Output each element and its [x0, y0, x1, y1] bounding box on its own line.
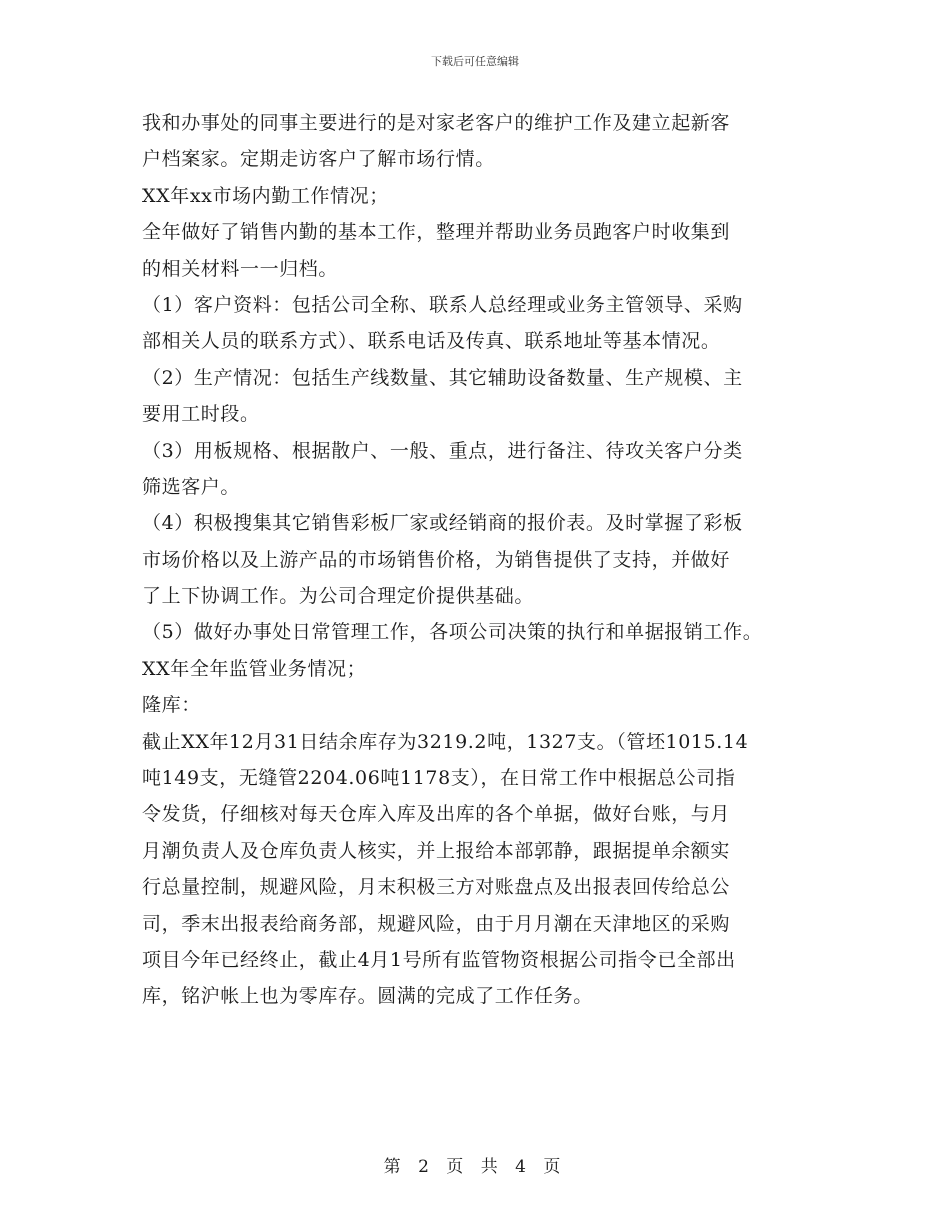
- text-line: 我和办事处的同事主要进行的是对家老客户的维护工作及建立起新客: [142, 112, 731, 134]
- text-line: 库，铭沪帐上也为零库存。圆满的完成了工作任务。: [142, 985, 593, 1008]
- text-line: 吨149支，无缝管2204.06吨1178支），在日常工作中根据总公司指: [142, 767, 736, 790]
- subheading: 隆库：: [142, 694, 201, 717]
- text-line: 全年做好了销售内勤的基本工作，整理并帮助业务员跑客户时收集到: [142, 221, 731, 244]
- header-note: 下载后可任意编辑: [431, 55, 519, 68]
- page-number: 第 2 页 共 4 页: [383, 1157, 567, 1177]
- list-item: （2）生产情况：包括生产线数量、其它辅助设备数量、生产规模、主: [142, 366, 743, 389]
- text-line: 截止XX年12月31日结余库存为3219.2吨，1327支。（管坯1015.14: [142, 730, 749, 753]
- text-line: 要用工时段。: [142, 403, 260, 426]
- text-line: 了上下协调工作。为公司合理定价提供基础。: [142, 585, 535, 608]
- text-line: 行总量控制，规避风险，月末积极三方对账盘点及出报表回传给总公: [142, 876, 731, 899]
- list-item: （4）积极搜集其它销售彩板厂家或经销商的报价表。及时掌握了彩板: [142, 512, 743, 535]
- text-line: 项目今年已经终止，截止4月1号所有监管物资根据公司指令已全部出: [142, 948, 736, 971]
- text-line: 部相关人员的联系方式）、联系电话及传真、联系地址等基本情况。: [142, 330, 721, 353]
- list-item: （1）客户资料：包括公司全称、联系人总经理或业务主管领导、采购: [142, 293, 743, 316]
- body-text: [142, 105, 832, 1015]
- section-heading: XX年xx市场内勤工作情况；: [142, 184, 389, 207]
- section-heading: XX年全年监管业务情况；: [142, 657, 367, 680]
- list-item: （5）做好办事处日常管理工作，各项公司决策的执行和单据报销工作。: [142, 621, 763, 644]
- list-item: （3）用板规格、根据散户、一般、重点，进行备注、待攻关客户分类: [142, 439, 743, 462]
- text-line: 市场价格以及上游产品的市场销售价格，为销售提供了支持，并做好: [142, 548, 731, 571]
- text-line: 司，季末出报表给商务部，规避风险，由于月月潮在天津地区的采购: [142, 912, 731, 935]
- text-line: 筛选客户。: [142, 475, 241, 498]
- text-line: 的相关材料一一归档。: [142, 257, 339, 280]
- text-line: 令发货，仔细核对每天仓库入库及出库的各个单据，做好台账，与月: [142, 803, 731, 826]
- text-line: 月潮负责人及仓库负责人核实，并上报给本部郭静，跟据提单余额实: [142, 839, 731, 862]
- text-line: 户档案家。定期走访客户了解市场行情。: [142, 148, 495, 171]
